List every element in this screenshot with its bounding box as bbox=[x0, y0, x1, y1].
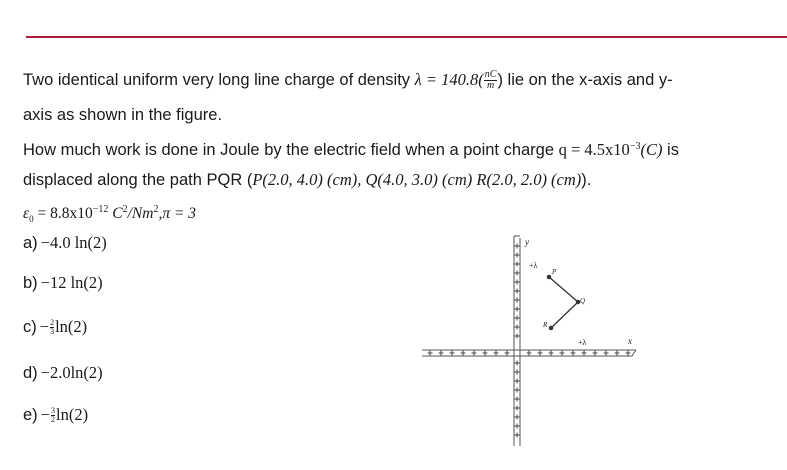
option-c-sign: − bbox=[39, 317, 50, 336]
option-e-label: e) bbox=[23, 406, 38, 424]
option-c-denominator: 3 bbox=[50, 327, 55, 337]
question-text-2: axis as shown in the figure. bbox=[23, 106, 223, 124]
question-line-2 bbox=[23, 105, 222, 125]
option-e-fraction bbox=[51, 407, 55, 424]
x-axis-label: x bbox=[628, 336, 632, 346]
option-d-label: d) bbox=[23, 364, 38, 382]
x-axis-cap bbox=[632, 350, 636, 356]
question-text-1a: Two identical uniform very long line charge of density bbox=[23, 71, 415, 89]
epsilon-subscript: 0 bbox=[29, 214, 34, 225]
option-c-label: c) bbox=[23, 318, 37, 336]
option-b-label: b) bbox=[23, 274, 38, 292]
header-rule bbox=[26, 36, 787, 38]
x-charge-label: +λ bbox=[578, 338, 587, 347]
charge-exponent: −3 bbox=[629, 141, 641, 152]
charge-figure bbox=[418, 232, 658, 452]
option-a-label: a) bbox=[23, 234, 38, 252]
option-b[interactable] bbox=[23, 273, 103, 293]
unit-numerator: nC bbox=[484, 69, 497, 81]
option-c-numerator: 2 bbox=[50, 318, 55, 328]
question-line-1 bbox=[23, 70, 673, 91]
point-p-label: P bbox=[552, 268, 557, 276]
pi-value: ,π = 3 bbox=[158, 205, 197, 222]
path-points: P(2.0, 4.0) (cm), Q(4.0, 3.0) (cm) R(2.0, 2.0) (cm) bbox=[252, 170, 582, 189]
y-axis-plus-marks bbox=[515, 244, 520, 438]
point-p bbox=[547, 275, 550, 278]
question-text-3b: is bbox=[662, 141, 679, 159]
option-c-fraction bbox=[50, 319, 54, 336]
option-d-value: −2.0ln(2) bbox=[40, 363, 103, 382]
point-q-label: Q bbox=[580, 297, 586, 305]
question-line-4 bbox=[23, 170, 591, 190]
path-segment-pq bbox=[549, 277, 578, 302]
lambda-equation: λ = 140.8( bbox=[414, 70, 484, 89]
question-text-4a: displaced along the path PQR ( bbox=[23, 171, 253, 189]
unit-c-exponent: 2 bbox=[122, 204, 128, 215]
option-c-value: ln(2) bbox=[55, 317, 88, 336]
charge-unit: (C) bbox=[640, 140, 663, 159]
unit-nm-exponent: 2 bbox=[153, 204, 159, 215]
point-r-label: R bbox=[543, 321, 548, 329]
unit-denominator: m bbox=[487, 80, 495, 92]
option-e-numerator: 3 bbox=[50, 406, 55, 416]
option-e-sign: − bbox=[40, 405, 50, 424]
charge-equation: q = 4.5x10 bbox=[558, 140, 630, 159]
constants-line bbox=[23, 200, 196, 229]
unit-c: C bbox=[108, 205, 123, 222]
option-d[interactable] bbox=[23, 363, 103, 383]
epsilon-symbol: ε bbox=[23, 205, 30, 222]
y-axis-label: y bbox=[525, 237, 529, 247]
unit-nm: /Nm bbox=[127, 205, 154, 222]
option-a[interactable] bbox=[23, 233, 107, 253]
y-charge-label: +λ bbox=[529, 261, 538, 270]
x-axis-plus-marks bbox=[428, 351, 631, 356]
option-c[interactable] bbox=[23, 317, 87, 337]
epsilon-exponent: −12 bbox=[92, 204, 109, 215]
path-segment-qr bbox=[551, 302, 578, 328]
option-e-value: ln(2) bbox=[55, 405, 89, 424]
option-e-denominator: 2 bbox=[50, 415, 55, 425]
question-line-3 bbox=[23, 137, 679, 160]
question-text-3a: How much work is done in Joule by the electric field when a point charge bbox=[23, 141, 559, 159]
point-r bbox=[549, 326, 552, 329]
option-a-value: −4.0 ln(2) bbox=[40, 233, 107, 252]
epsilon-value: = 8.8x10 bbox=[33, 205, 93, 222]
option-e[interactable] bbox=[23, 405, 88, 425]
question-text-4b: ). bbox=[581, 171, 592, 189]
unit-fraction bbox=[484, 70, 498, 91]
option-b-value: −12 ln(2) bbox=[40, 273, 103, 292]
question-text-1b: ) lie on the x-axis and y- bbox=[497, 71, 673, 89]
